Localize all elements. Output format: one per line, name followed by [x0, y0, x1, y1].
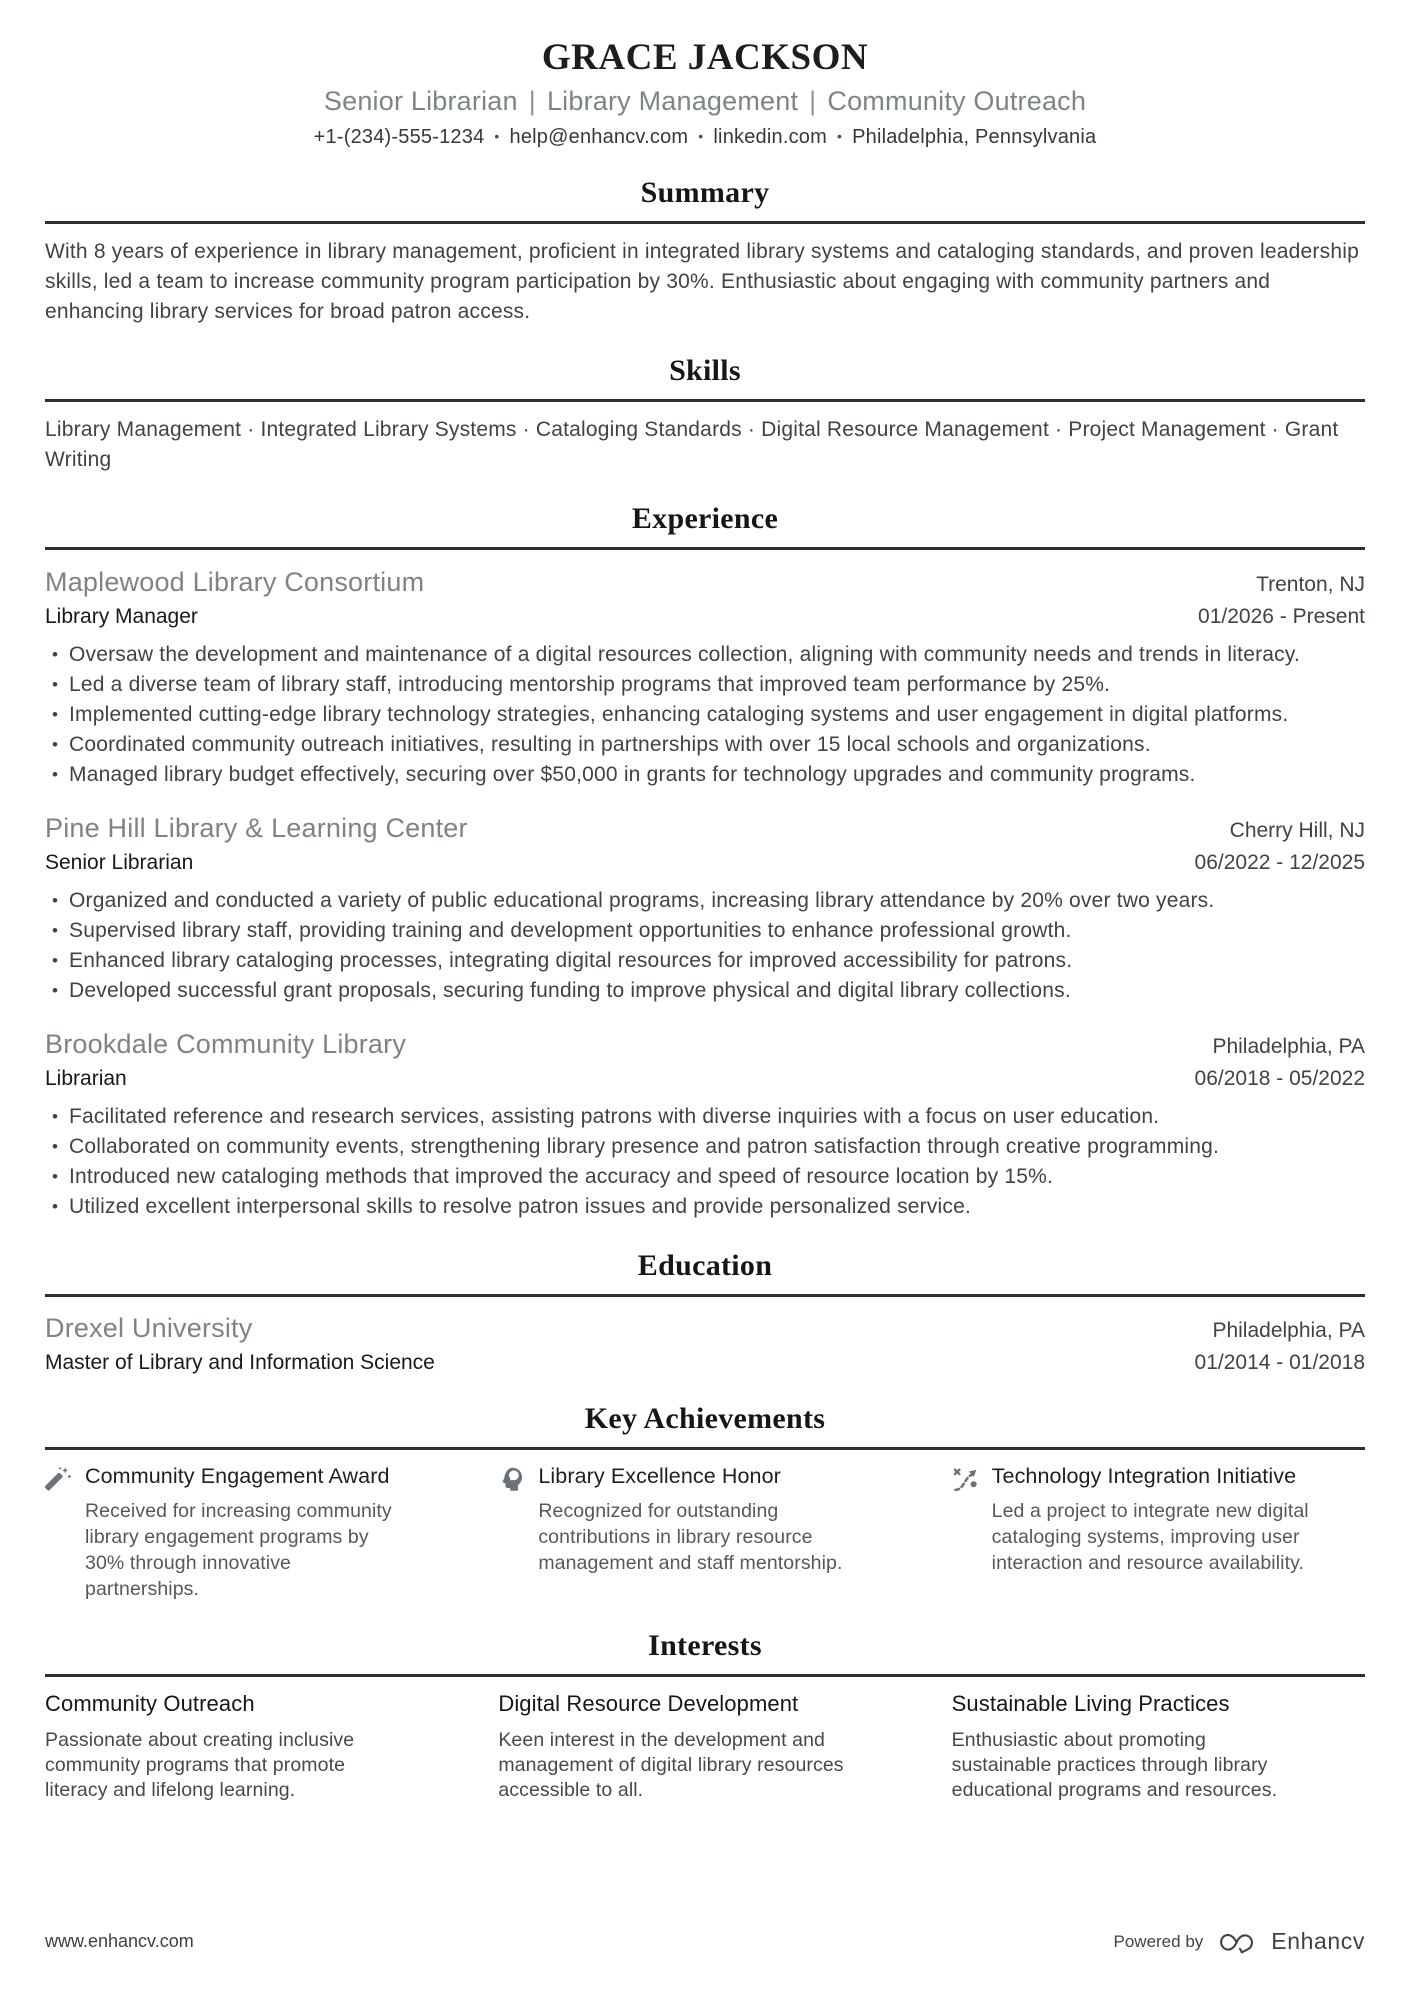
skills-text: Library Management · Integrated Library Systems · Cataloging Standards · Digital Resource Management · Project Management · Grant Writing [45, 418, 1339, 471]
enhancv-wordmark[interactable]: Enhancv [1271, 1928, 1365, 1954]
tagline-specialty-1: Library Management [546, 86, 799, 116]
job-bullet-list [45, 886, 1365, 1006]
interests-title: Interests [648, 1629, 762, 1662]
job-bullet: • Managed library budget effectively, securing over $50,000 in grants for technology upgrades and community programs. [45, 760, 1365, 790]
job-bullet: • Introduced new cataloging methods that improved the accuracy and speed of resource location by 15%. [45, 1162, 1365, 1192]
job-bullet: • Organized and conducted a variety of public educational programs, increasing library attendance by 20% over two years. [45, 886, 1365, 916]
achievement-title: Community Engagement Award [85, 1464, 390, 1488]
job-bullet-list [45, 1102, 1365, 1222]
tagline-role: Senior Librarian [323, 86, 518, 116]
achievement-title: Library Excellence Honor [538, 1464, 781, 1488]
job-bullet: • Oversaw the development and maintenance of a digital resources collection, aligning with community needs and trends in literacy. [45, 640, 1365, 670]
job-dates: 06/2022 - 12/2025 [1194, 851, 1365, 874]
job-role: Senior Librarian [45, 851, 194, 874]
job-bullet-list [45, 640, 1365, 790]
mind-icon [498, 1466, 525, 1493]
interest-title: Digital Resource Development [498, 1691, 799, 1716]
skills-section [45, 354, 1365, 475]
education-dates: 01/2014 - 01/2018 [1194, 1351, 1365, 1374]
job-bullet: • Coordinated community outreach initiatives, resulting in partnerships with over 15 local schools and organizations. [45, 730, 1365, 760]
candidate-name: GRACE JACKSON [541, 37, 869, 78]
dot-separator: • [494, 128, 500, 144]
contact-email[interactable]: help@enhancv.com [509, 126, 689, 148]
footer-brand [1114, 1928, 1366, 1955]
experience-entry [45, 813, 1365, 1006]
company-name: Pine Hill Library & Learning Center [45, 813, 468, 843]
achievement-content [85, 1464, 405, 1602]
job-dates: 06/2018 - 05/2022 [1194, 1067, 1365, 1090]
job-bullet: • Led a diverse team of library staff, introducing mentorship programs that improved team performance by 25%. [45, 670, 1365, 700]
enhancv-logo-icon [1217, 1929, 1257, 1955]
achievements-section [45, 1402, 1365, 1602]
experience-title: Experience [631, 502, 779, 535]
job-role: Library Manager [45, 605, 198, 628]
contact-phone: +1-(234)-555-1234 [313, 126, 485, 148]
interest-item [498, 1691, 911, 1803]
experience-entry [45, 567, 1365, 790]
achievement-content [538, 1464, 858, 1602]
candidate-tagline [45, 86, 1365, 117]
magic-wand-icon [45, 1466, 72, 1493]
contact-location: Philadelphia, Pennsylvania [852, 126, 1097, 148]
job-dates: 01/2026 - Present [1198, 605, 1365, 628]
job-location: Cherry Hill, NJ [1229, 819, 1365, 842]
interest-title: Community Outreach [45, 1691, 255, 1716]
achievement-content [992, 1464, 1312, 1602]
contact-line [45, 126, 1365, 149]
section-divider [45, 1294, 1365, 1297]
interest-text: Passionate about creating inclusive community programs that promote literacy and lifelong learning. [45, 1729, 355, 1801]
pipe-separator: | [528, 86, 536, 116]
interest-text: Enthusiastic about promoting sustainable practices through library educational programs and resources. [951, 1729, 1278, 1801]
tagline-specialty-2: Community Outreach [827, 86, 1087, 116]
achievement-item [498, 1464, 911, 1602]
education-title: Education [637, 1249, 773, 1282]
achievements-grid [45, 1464, 1365, 1602]
job-location: Philadelphia, PA [1212, 1035, 1365, 1058]
summary-title: Summary [640, 176, 770, 209]
school-name: Drexel University [45, 1313, 253, 1343]
job-bullet: • Developed successful grant proposals, securing funding to improve physical and digital library collections. [45, 976, 1365, 1006]
section-divider [45, 1447, 1365, 1450]
job-bullet: • Collaborated on community events, strengthening library presence and patron satisfaction through creative programming. [45, 1132, 1365, 1162]
education-entry [45, 1313, 1365, 1375]
job-location: Trenton, NJ [1256, 573, 1365, 596]
section-divider [45, 221, 1365, 224]
degree-name: Master of Library and Information Science [45, 1351, 435, 1374]
interest-item [952, 1691, 1365, 1803]
job-bullet: • Utilized excellent interpersonal skills to resolve patron issues and provide personalized service. [45, 1192, 1365, 1222]
achievement-text: Recognized for outstanding contributions in library resource management and staff mentorship. [538, 1500, 843, 1574]
achievement-text: Led a project to integrate new digital cataloging systems, improving user interaction and resource availability. [991, 1500, 1309, 1574]
section-divider [45, 1674, 1365, 1677]
experience-section [45, 502, 1365, 1222]
summary-section [45, 176, 1365, 327]
summary-text: With 8 years of experience in library management, proficient in integrated library systems and cataloging standards, and proven leadership skills, led a team to increase community program participation by 30%. Enthusiastic about engaging with community partners and enhancing library services for broad patron access. [45, 240, 1359, 323]
pipe-separator: | [809, 86, 817, 116]
job-bullet: • Implemented cutting-edge library technology strategies, enhancing cataloging systems and user engagement in digital platforms. [45, 700, 1365, 730]
interest-text: Keen interest in the development and management of digital library resources accessible to all. [498, 1729, 844, 1801]
education-section [45, 1249, 1365, 1375]
job-bullet: • Supervised library staff, providing training and development opportunities to enhance professional growth. [45, 916, 1365, 946]
dot-separator: • [698, 128, 704, 144]
job-bullet: • Facilitated reference and research services, assisting patrons with diverse inquiries with a focus on user education. [45, 1102, 1365, 1132]
school-location: Philadelphia, PA [1212, 1319, 1365, 1342]
resume-header [45, 36, 1365, 149]
footer-website-link[interactable]: www.enhancv.com [45, 1931, 194, 1951]
contact-linkedin[interactable]: linkedin.com [713, 126, 827, 148]
powered-by-label: Powered by [1113, 1931, 1204, 1951]
section-divider [45, 547, 1365, 550]
achievement-item [952, 1464, 1365, 1602]
section-divider [45, 399, 1365, 402]
strategy-icon [952, 1466, 979, 1493]
achievements-title: Key Achievements [584, 1402, 826, 1435]
interest-title: Sustainable Living Practices [951, 1691, 1230, 1716]
interests-section [45, 1629, 1365, 1803]
job-role: Librarian [45, 1067, 127, 1090]
achievement-title: Technology Integration Initiative [991, 1464, 1297, 1488]
interests-grid [45, 1691, 1365, 1803]
company-name: Maplewood Library Consortium [45, 567, 425, 597]
dot-separator: • [836, 128, 843, 144]
skills-title: Skills [669, 354, 741, 387]
achievement-text: Received for increasing community library engagement programs by 30% through innovative partnerships. [85, 1500, 392, 1600]
experience-entry [45, 1029, 1365, 1222]
company-name: Brookdale Community Library [45, 1029, 407, 1059]
achievement-item [45, 1464, 458, 1602]
job-bullet: • Enhanced library cataloging processes, integrating digital resources for improved accessibility for patrons. [45, 946, 1365, 976]
interest-item [45, 1691, 458, 1803]
page-footer [45, 1928, 1365, 1955]
